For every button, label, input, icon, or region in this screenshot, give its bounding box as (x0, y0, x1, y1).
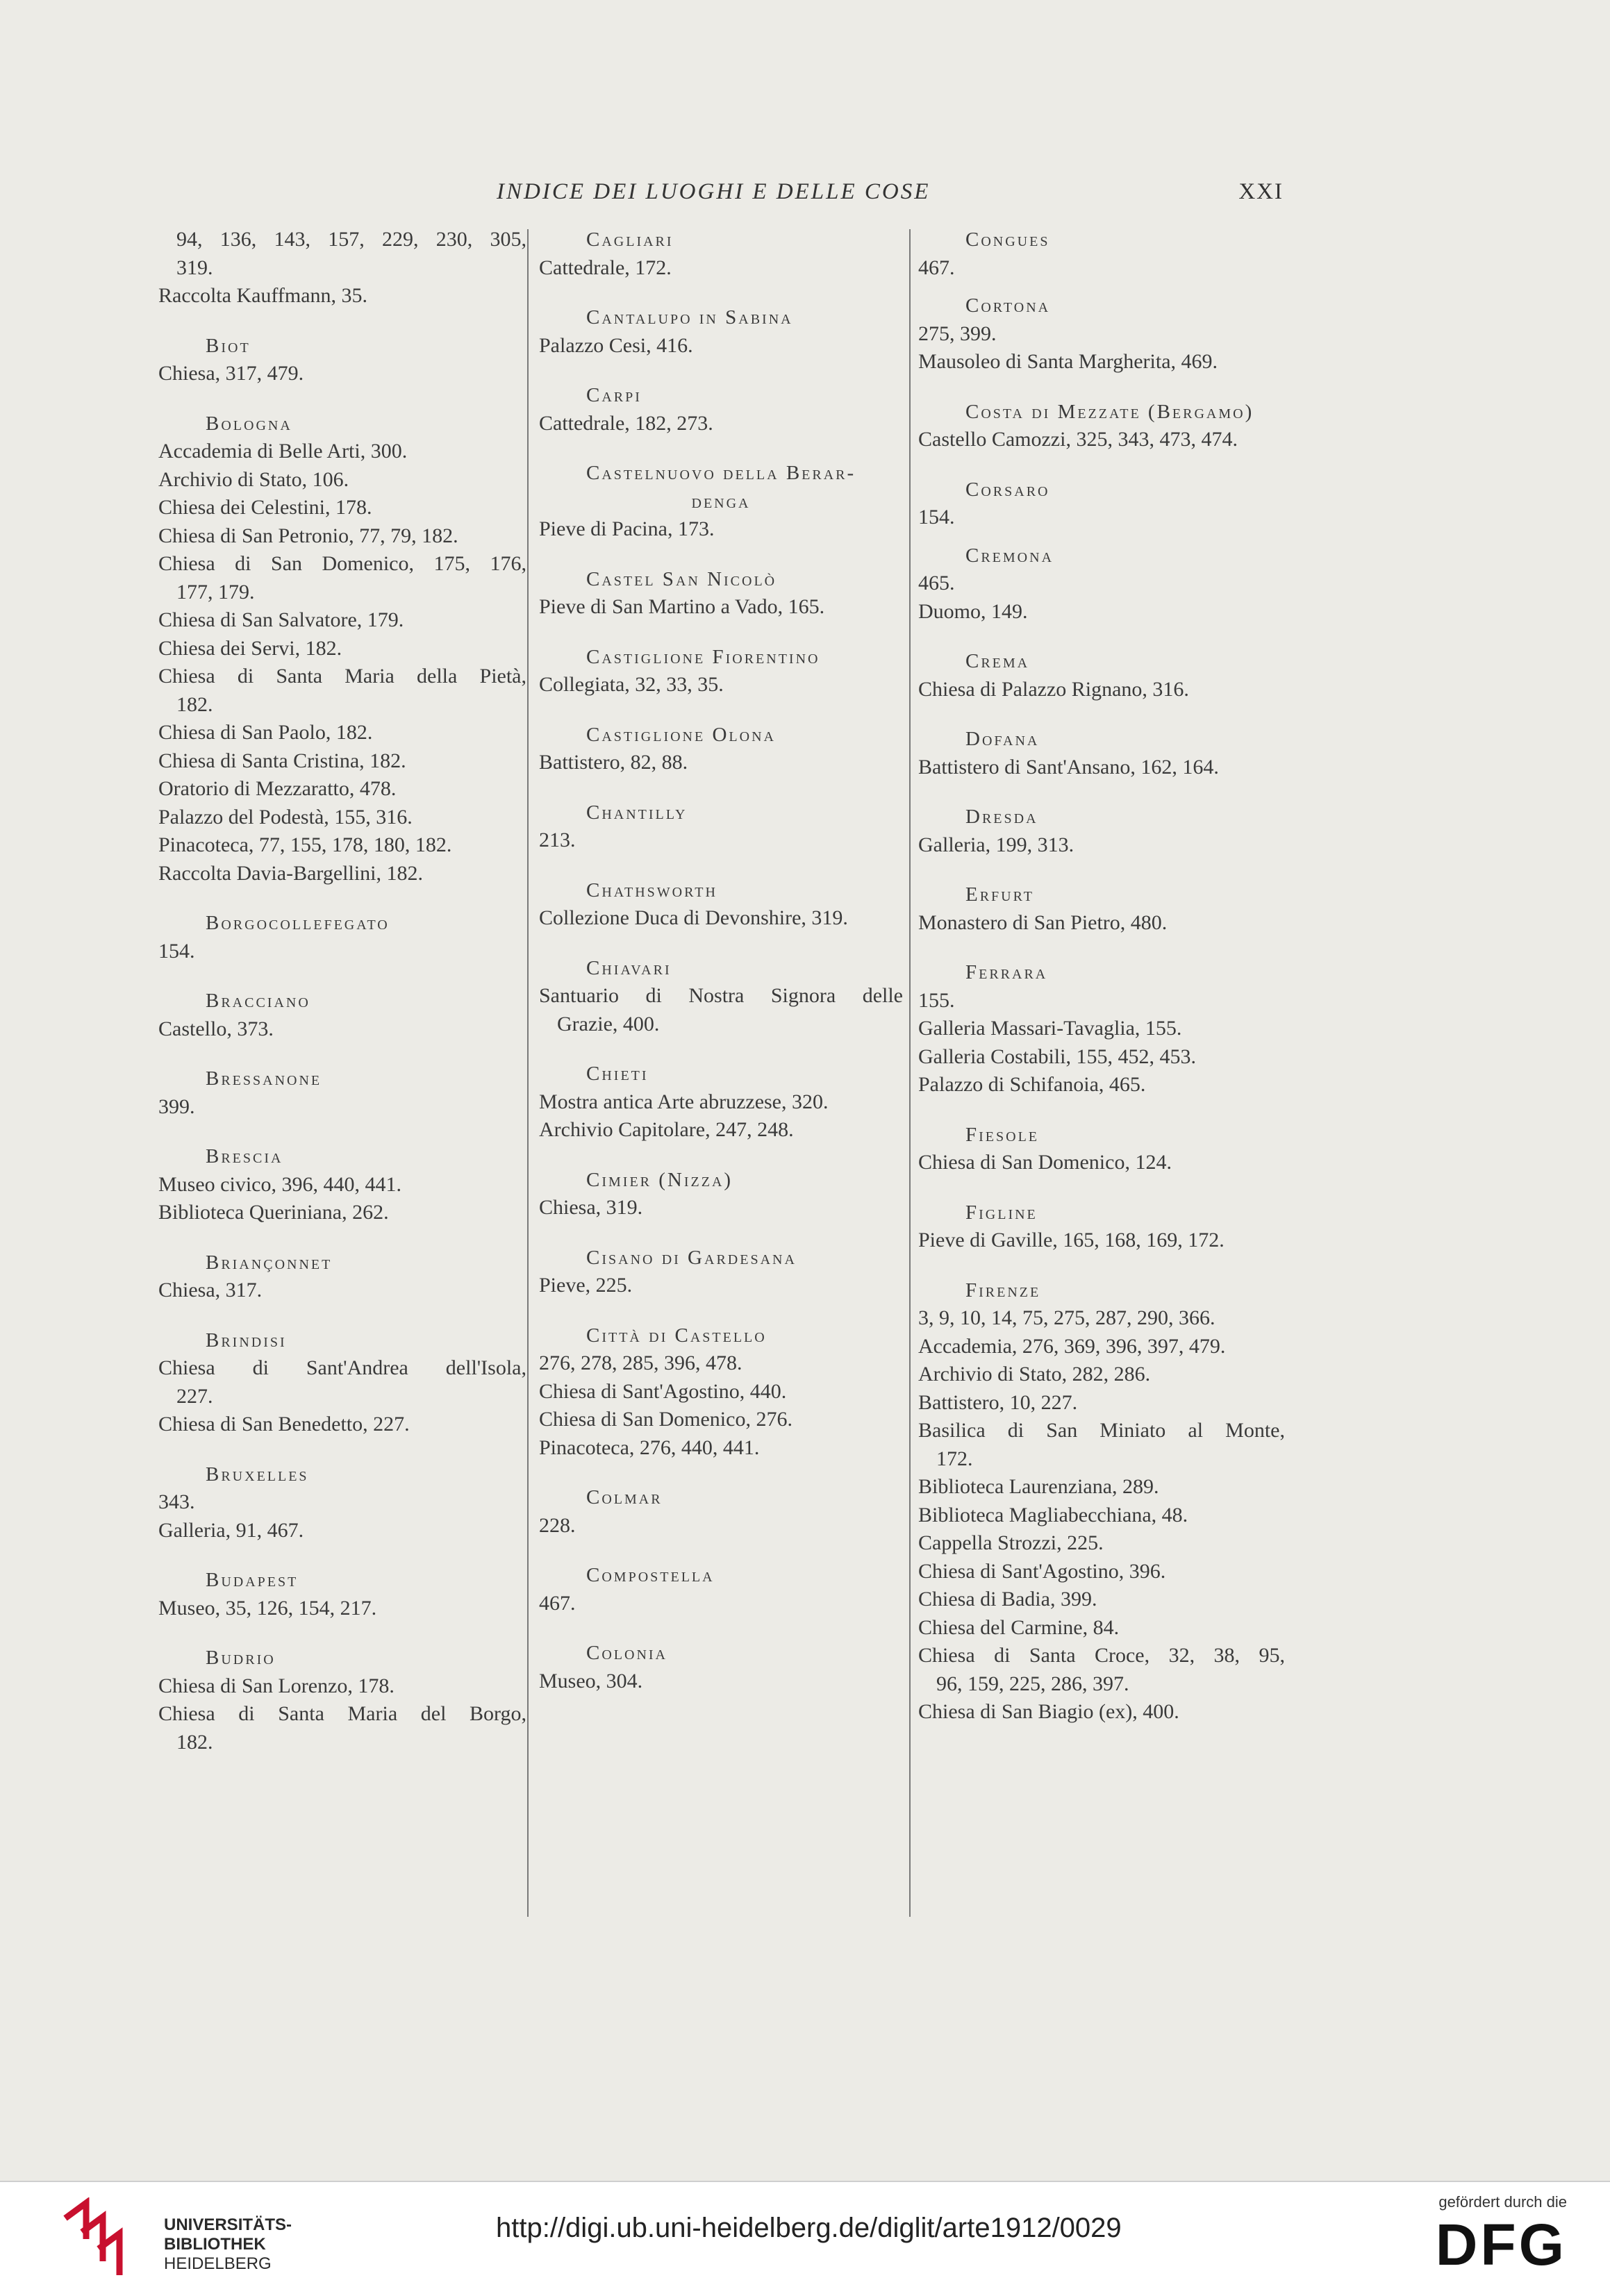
index-entry: Cappella Strozzi, 225. (918, 1531, 1104, 1554)
index-entry: Chiesa di San Lorenzo, 178. (158, 1674, 395, 1697)
index-entry: Monastero di San Pietro, 480. (918, 910, 1168, 934)
index-entry: Chiesa di Sant'Andrea dell'Isola, (158, 1356, 526, 1379)
sponsor-block (1436, 2193, 1567, 2277)
index-entry: Pieve di Gaville, 165, 168, 169, 172. (918, 1229, 1225, 1251)
place-heading: Budrio (206, 1647, 276, 1669)
index-column-1 (158, 226, 526, 1756)
index-entry: 319. (176, 256, 213, 279)
place-heading: Chiavari (586, 956, 672, 979)
index-entry: 399. (158, 1095, 195, 1118)
entry-gap (539, 933, 903, 954)
index-entry: Cattedrale, 172. (539, 256, 672, 279)
entry-gap (918, 1255, 1285, 1276)
place-heading: Brescia (206, 1145, 283, 1167)
sponsor-label: gefördert durch die (1438, 2193, 1567, 2211)
index-entry: Chiesa di San Domenico, 124. (918, 1151, 1172, 1174)
index-entry: Pieve di Pacina, 173. (539, 517, 715, 540)
index-entry: Museo, 304. (539, 1669, 643, 1692)
index-entry: Chiesa di Santa Maria della Pietà, (158, 665, 526, 688)
place-heading: Briançonnet (206, 1251, 333, 1274)
library-name-line: HEIDELBERG (164, 2254, 272, 2273)
column-divider (527, 229, 529, 1917)
index-entry: Battistero di Sant'Ansano, 162, 164. (918, 755, 1219, 779)
index-entry: Battistero, 10, 227. (918, 1390, 1078, 1414)
index-entry: Galleria Costabili, 155, 452, 453. (918, 1045, 1196, 1068)
place-heading: Crema (965, 650, 1030, 672)
index-entry: Pinacoteca, 276, 440, 441. (539, 1436, 760, 1459)
entry-gap (158, 888, 526, 909)
place-heading: Carpi (586, 384, 642, 406)
index-entry: Chiesa, 317. (158, 1279, 263, 1301)
index-entry: Biblioteca Laurenziana, 289. (918, 1475, 1159, 1498)
index-entry: Chiesa di San Domenico, 175, 176, (158, 552, 526, 575)
index-entry: Chiesa di San Biagio (ex), 400. (918, 1700, 1179, 1723)
entry-gap (918, 282, 1285, 292)
place-heading: Chantilly (586, 801, 688, 824)
dfg-logo: DFG (1435, 2212, 1567, 2277)
entry-gap (918, 532, 1285, 542)
index-entry: Duomo, 149. (918, 599, 1028, 623)
index-entry: Basilica di San Miniato al Monte, (918, 1419, 1285, 1442)
place-heading: Colmar (586, 1486, 663, 1508)
place-heading: Borgocollefegato (206, 912, 390, 934)
index-entry: 467. (918, 256, 955, 279)
index-entry: Biblioteca Queriniana, 262. (158, 1201, 389, 1224)
library-name-line: UNIVERSITÄTS- (164, 2215, 292, 2234)
entry-gap (539, 282, 903, 303)
place-heading: Cantalupo in Sabina (586, 306, 793, 328)
index-entry: 177, 179. (176, 580, 255, 604)
place-heading: Cortona (965, 294, 1051, 317)
entry-gap (539, 1038, 903, 1060)
index-entry: Chiesa di Santa Croce, 32, 38, 95, (918, 1644, 1285, 1667)
entry-gap (918, 937, 1285, 958)
index-entry: Chiesa del Carmine, 84. (918, 1615, 1120, 1639)
entry-gap (918, 704, 1285, 725)
entry-gap (918, 376, 1285, 398)
index-entry: Mausoleo di Santa Margherita, 469. (918, 350, 1218, 373)
index-entry: Chiesa di Badia, 399. (918, 1588, 1097, 1611)
place-heading: Bressanone (206, 1067, 322, 1090)
entry-gap (158, 388, 526, 410)
index-entry: Galleria, 199, 313. (918, 833, 1074, 856)
index-entry: Accademia di Belle Arti, 300. (158, 440, 408, 463)
index-entry: Chiesa, 317, 479. (158, 362, 304, 385)
index-entry: Palazzo di Schifanoia, 465. (918, 1073, 1146, 1096)
place-heading: Castiglione Olona (586, 723, 776, 746)
index-entry: Chiesa di Palazzo Rignano, 316. (918, 677, 1189, 701)
index-entry: Collezione Duca di Devonshire, 319. (539, 906, 848, 929)
entry-gap (918, 454, 1285, 476)
index-entry: Collegiata, 32, 33, 35. (539, 673, 724, 696)
running-head-title: INDICE DEI LUOGHI E DELLE COSE (497, 179, 931, 204)
index-entry: 228. (539, 1513, 576, 1537)
place-heading: Brindisi (206, 1329, 287, 1351)
page-number: XXI (1238, 179, 1284, 204)
index-entry: Archivio di Stato, 282, 286. (918, 1363, 1151, 1386)
entry-gap (158, 1439, 526, 1461)
index-entry: Palazzo Cesi, 416. (539, 333, 693, 357)
digitization-footer (0, 2181, 1610, 2296)
index-entry: Pieve, 225. (539, 1274, 633, 1297)
index-entry: Cattedrale, 182, 273. (539, 411, 713, 435)
entry-gap (158, 1043, 526, 1065)
entry-gap (158, 1227, 526, 1249)
index-column-3 (918, 226, 1285, 1727)
place-heading: Dresda (965, 806, 1038, 828)
place-heading: Erfurt (965, 883, 1034, 906)
index-entry: Castello Camozzi, 325, 343, 473, 474. (918, 428, 1238, 451)
entry-gap (158, 310, 526, 332)
index-entry: 154. (918, 506, 955, 529)
source-url-link[interactable]: http://digi.ub.uni-heidelberg.de/diglit/arte1912/0029 (496, 2213, 1122, 2243)
place-heading: Fiesole (965, 1123, 1040, 1146)
entry-gap (539, 855, 903, 876)
entry-gap (918, 1099, 1285, 1121)
place-heading: Cisano di Gardesana (586, 1246, 797, 1269)
entry-gap (158, 1545, 526, 1566)
entry-gap (158, 1622, 526, 1644)
index-entry: 182. (176, 1730, 213, 1754)
place-heading: Compostella (586, 1564, 715, 1586)
index-entry: 467. (539, 1591, 576, 1615)
running-head (0, 179, 1610, 214)
index-entry: Galleria Massari-Tavaglia, 155. (918, 1017, 1182, 1040)
place-heading: Bracciano (206, 990, 310, 1012)
index-entry: Battistero, 82, 88. (539, 751, 688, 774)
entry-gap (158, 965, 526, 987)
column-divider (909, 229, 911, 1917)
entry-gap (539, 544, 903, 565)
place-heading: Bruxelles (206, 1463, 309, 1486)
entry-gap (158, 1305, 526, 1326)
index-entry: Grazie, 400. (557, 1012, 660, 1035)
index-entry: 275, 399. (918, 322, 997, 345)
index-entry: Chiesa di San Petronio, 77, 79, 182. (158, 524, 458, 547)
library-name-line: BIBLIOTHEK (164, 2235, 266, 2254)
index-entry: Archivio di Stato, 106. (158, 467, 349, 491)
index-entry: Raccolta Davia-Bargellini, 182. (158, 861, 423, 885)
index-entry: Archivio Capitolare, 247, 248. (539, 1118, 794, 1141)
entry-gap (539, 1222, 903, 1244)
university-library-logo-icon (58, 2197, 144, 2279)
index-entry: Accademia, 276, 369, 396, 397, 479. (918, 1334, 1226, 1358)
entry-gap (918, 859, 1285, 881)
index-entry: Chiesa di San Salvatore, 179. (158, 608, 404, 631)
index-column-2 (539, 226, 903, 1695)
place-heading: Ferrara (965, 961, 1048, 983)
index-entry: Chiesa di Sant'Agostino, 396. (918, 1559, 1166, 1583)
index-entry: Museo, 35, 126, 154, 217. (158, 1596, 377, 1620)
index-entry: Chiesa di Santa Cristina, 182. (158, 749, 406, 772)
index-entry: Museo civico, 396, 440, 441. (158, 1172, 401, 1196)
entry-gap (539, 1300, 903, 1322)
index-entry: Chiesa di San Benedetto, 227. (158, 1413, 410, 1436)
place-heading: Città di Castello (586, 1324, 767, 1347)
index-entry: Chiesa dei Celestini, 178. (158, 496, 372, 519)
index-entry: 182. (176, 692, 213, 716)
place-heading: Cimier (Nizza) (586, 1168, 733, 1191)
index-entry: 343. (158, 1490, 195, 1513)
index-entry: Pinacoteca, 77, 155, 178, 180, 182. (158, 833, 452, 856)
index-entry: 227. (176, 1384, 213, 1408)
place-heading: Castiglione Fiorentino (586, 645, 820, 668)
place-heading: Castel San Nicolò (586, 567, 777, 590)
index-entry: Chiesa di Sant'Agostino, 440. (539, 1379, 787, 1403)
place-heading: Figline (965, 1201, 1038, 1224)
index-entry: 154. (158, 939, 195, 963)
index-entry: Galleria, 91, 467. (158, 1518, 304, 1542)
place-heading: Corsaro (965, 478, 1050, 501)
place-heading: Congues (965, 228, 1050, 251)
place-heading: Dofana (965, 728, 1040, 750)
entry-gap (539, 699, 903, 721)
index-entry: 465. (918, 572, 955, 594)
index-entry: Raccolta Kauffmann, 35. (158, 284, 368, 307)
index-entry: Santuario di Nostra Signora delle (539, 984, 903, 1007)
index-entry: 213. (539, 829, 576, 851)
entry-gap (158, 1121, 526, 1142)
entry-gap (918, 626, 1285, 647)
index-entry: Biblioteca Magliabecchiana, 48. (918, 1503, 1188, 1526)
index-entry: Palazzo del Podestà, 155, 316. (158, 805, 413, 829)
index-entry: Chiesa di Santa Maria del Borgo, (158, 1702, 526, 1725)
place-heading: Cagliari (586, 228, 674, 251)
place-heading: Castelnuovo della Berar- (586, 462, 856, 484)
index-entry: 3, 9, 10, 14, 75, 275, 287, 290, 366. (918, 1306, 1215, 1329)
index-entry: Chiesa, 319. (539, 1196, 643, 1219)
entry-gap (539, 1540, 903, 1561)
index-entry: 172. (936, 1447, 973, 1470)
place-heading: Costa di Mezzate (Bergamo) (965, 400, 1254, 423)
index-entry: 94, 136, 143, 157, 229, 230, 305, (176, 228, 526, 251)
index-entry: Chiesa di San Paolo, 182. (158, 721, 373, 744)
entry-gap (539, 777, 903, 799)
place-heading: Chathsworth (586, 879, 717, 901)
place-heading: Chieti (586, 1063, 649, 1085)
place-heading: Budapest (206, 1569, 299, 1591)
entry-gap (539, 1617, 903, 1639)
place-heading: Firenze (965, 1279, 1041, 1301)
entry-gap (539, 438, 903, 459)
index-entry: Castello, 373. (158, 1017, 274, 1040)
entry-gap (918, 1177, 1285, 1199)
index-entry: Pieve di San Martino a Vado, 165. (539, 595, 825, 618)
index-entry: Oratorio di Mezzaratto, 478. (158, 777, 397, 800)
place-heading: Cremona (965, 544, 1054, 567)
place-heading: denga (691, 490, 751, 513)
index-entry: Chiesa dei Servi, 182. (158, 636, 342, 660)
library-name (164, 2215, 292, 2274)
place-heading: Biot (206, 334, 251, 357)
place-heading: Bologna (206, 412, 292, 435)
index-entry: 155. (918, 988, 955, 1012)
index-entry: Chiesa di San Domenico, 276. (539, 1408, 792, 1431)
place-heading: Colonia (586, 1642, 667, 1664)
entry-gap (539, 360, 903, 381)
entry-gap (918, 781, 1285, 803)
index-entry: 96, 159, 225, 286, 397. (936, 1672, 1129, 1695)
entry-gap (539, 622, 903, 643)
entry-gap (539, 1145, 903, 1166)
index-entry: Mostra antica Arte abruzzese, 320. (539, 1090, 829, 1113)
entry-gap (539, 1462, 903, 1483)
index-entry: 276, 278, 285, 396, 478. (539, 1351, 742, 1374)
